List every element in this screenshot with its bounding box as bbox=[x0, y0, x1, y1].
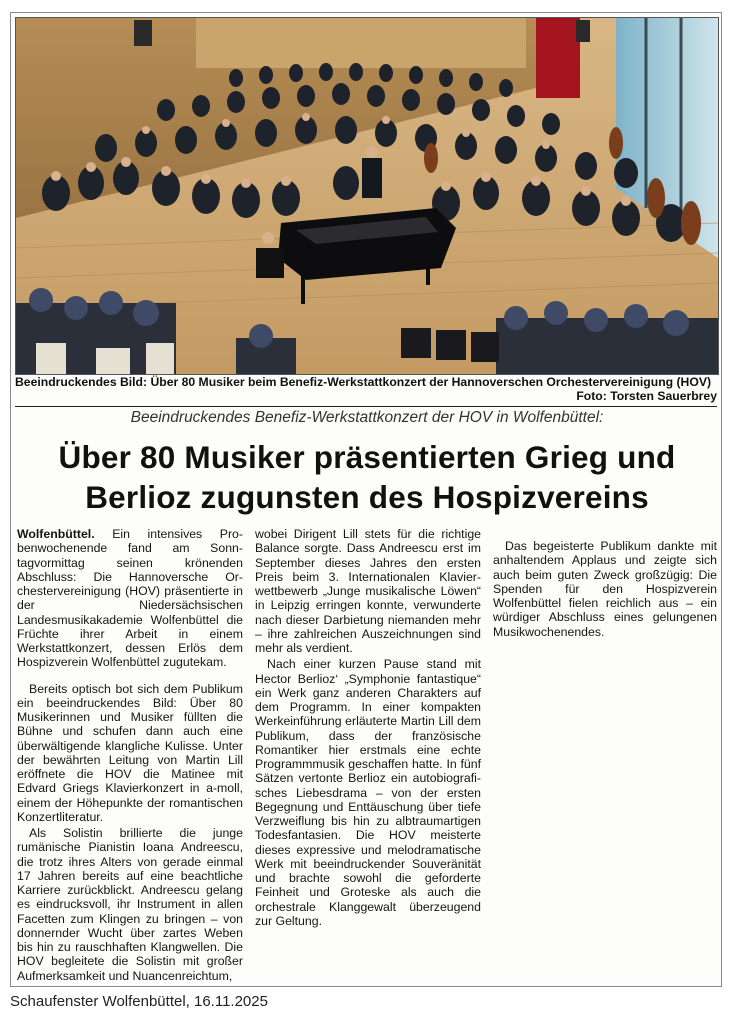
article-column-3 bbox=[493, 527, 717, 639]
paragraph-5: Das begeisterte Publikum dankte mit anhaltendem Applaus und zeigte sich auch beim guten Zweck großzügig: Die Spenden für den Hospizverein Wolfenbüttel fielen reichlich aus – ein würdiger Abschluss eines gelungenen Musikwochenendes. bbox=[493, 539, 717, 639]
paragraph-2: Bereits optisch bot sich dem Publikum ein beeindruckendes Bild: Über 80 Musikerinnen und Musiker füllten die Bühne und schufen dann auch eine überwältigende klangliche Kulisse. Unter der bewährten Leitung von Martin Lill eröffnete die HOV die Matinee mit Edvard Griegs Klavierkonzert in a-moll, einem der Höhepunkte der romantischen Konzertliteratur. bbox=[17, 681, 243, 824]
caption-text: Beeindruckendes Bild: Über 80 Musiker beim Benefiz-Werkstattkonzert der Hannoverschen Orchestervereinigung (HOV) bbox=[15, 375, 712, 389]
headline-line-1: Über 80 Musiker präsentierten Grieg und bbox=[58, 439, 676, 475]
dateline: Wolfenbüttel. bbox=[17, 527, 95, 541]
photo-caption bbox=[15, 375, 719, 403]
article-column-2 bbox=[255, 527, 481, 928]
headline bbox=[11, 437, 723, 517]
article-column-1 bbox=[17, 527, 243, 983]
divider bbox=[15, 406, 717, 407]
source-line: Schaufenster Wolfenbüttel, 16.11.2025 bbox=[10, 993, 268, 1010]
concert-photo bbox=[15, 17, 719, 375]
paragraph-3-continued: wobei Dirigent Lill stets für die richtige Balance sorgte. Dass Andreescu erst im September dieses Jahres den ersten Preis beim 3. Internationalen Klavierwettbewerb „Junge musikalische Löwen“ in Leipzig erringen konnte, verwunderte nach dieser Darbietung niemanden mehr – ihre zahlreichen Auszeichnungen sind mehr als verdient. bbox=[255, 527, 481, 655]
kicker: Beeindruckendes Benefiz-Werkstattkonzert der HOV in Wolfenbüttel: bbox=[130, 409, 604, 426]
paragraph-4-start: Nach einer kurzen Pause stand mit Hector Berlioz‘ „Symphonie fantastique“ ein Werk ganz anderen Charakters auf dem Programm. In einer kompakten Werkeinführung erläuterte Martin Lill dem Publikum, dass der französische Romantiker hier erstmals eine echte Programmmusik geschaffen hatte. In fünf Sätzen vertonte Berlioz ein autobiografisches Liebesdrama – von der ersten Begegnung und Enttäuschung über tiefe Verzweiflung bis hin zu albtraumartigen Todesfantasien. Die HOV meisterte dieses expressive und melodramatische Werk mit beeindruckender Souveränität und brachte sowohl die geforderte Feinheit und Groteske als auch die orchestrale Klanggewalt überzeugend zur Geltung. bbox=[255, 657, 481, 928]
headline-line-2: Berlioz zugunsten des Hospizvereins bbox=[85, 479, 649, 515]
paragraph-3-start: Als Solistin brillierte die junge rumänische Pianistin Ioana Andreescu, die trotz ihres Alters von gerade einmal 17 Jahren bereits auf eine beachtliche Karriere zurückblickt. Andreescu gelang es eindrucksvoll, ihr Instrument in allen Facetten zum Klingen zu bringen – von donnernder Wucht über zartes Weben bis hin zu rauschhaften Klangwellen. Die HOV begleitete die Solistin mit großer Aufmerksamkeit und Nuancenreichtum, bbox=[17, 826, 243, 983]
photo-credit: Foto: Torsten Sauerbrey bbox=[576, 389, 717, 403]
paragraph-1: Wolfenbüttel. Ein intensives Probenwochenende fand am Sonntagvormittag seinen krönenden Abschluss: Die Hannoversche Orchestervereinigung (HOV) präsentierte in der Niedersächsischen Landesmusikakademie Wolfenbüttel die Früchte ihrer Arbeit in einem Werkstattkonzert, dessen Erlös dem Hospizverein Wolfenbüttel zugutekam. bbox=[17, 527, 243, 670]
newspaper-clipping bbox=[10, 12, 722, 987]
